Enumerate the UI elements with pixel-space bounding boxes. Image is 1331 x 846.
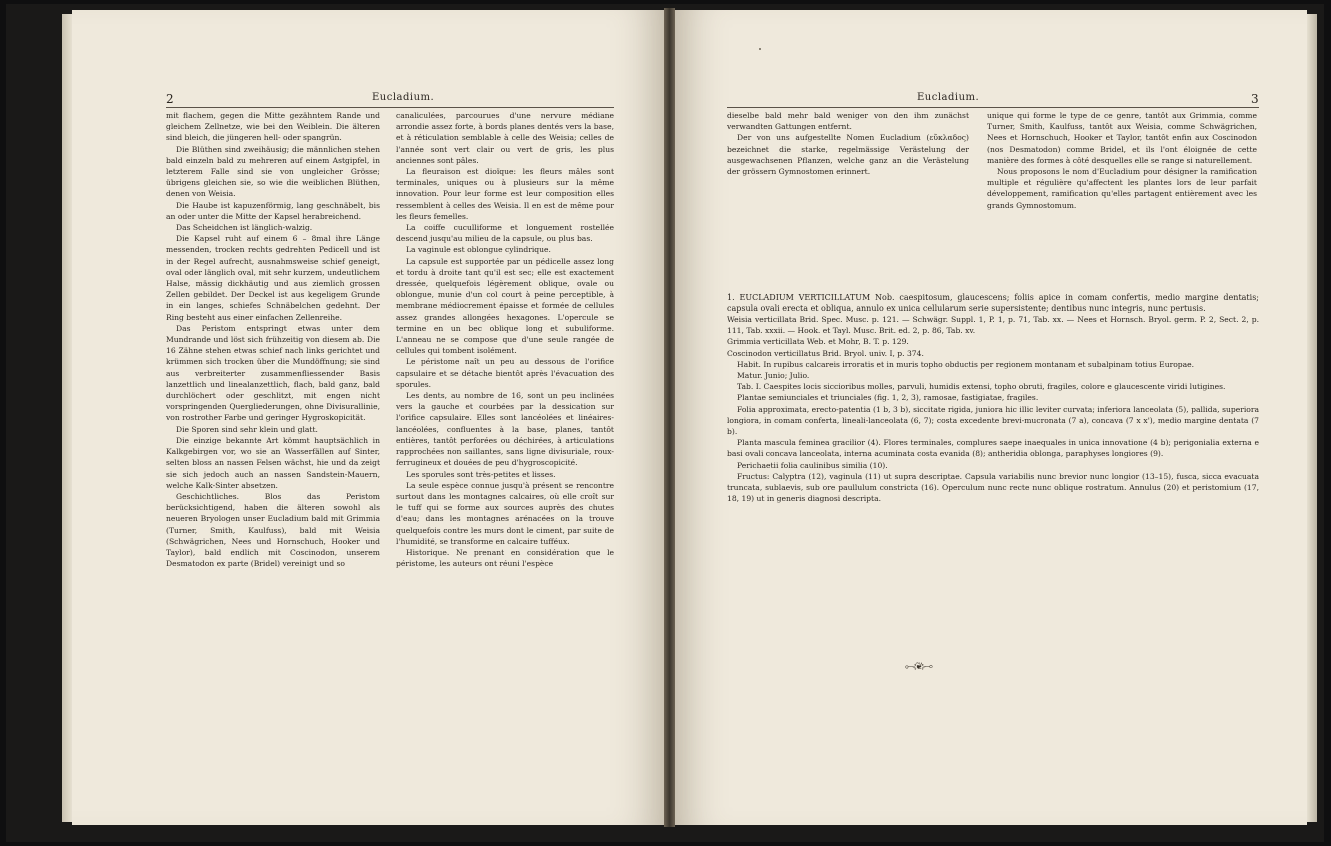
page-number: 3	[1251, 92, 1259, 106]
paragraph: La vaginule est oblongue cylindrique.	[406, 245, 551, 255]
paragraph: Das Scheidchen ist länglich-walzig.	[176, 223, 313, 233]
paragraph: La fleuraison est dioïque: les fleurs mâles sont terminales, uniques ou à plusieurs sur la même innovation. Pour leur forme est leur composition elles ressemblent à celles des Weisia. Il en est de même pour les fleurs femelles.	[396, 167, 614, 221]
paragraph: Les dents, au nombre de 16, sont un peu inclinées vers la gauche et courbées par la dessication sur l'orifice capsulaire. Elles sont lancéolées et linéaires-lancéolées, confluentes à la base, planes, tantôt entières, tantôt perforées ou déchirées, à articulations rapprochées non saillantes, sans ligne divisuriale, roux-ferrugineux et douées de peu d'hygroscopicité.	[396, 391, 614, 468]
paragraph: Historique. Ne prenant en considération que le péristome, les auteurs ont réuni l'espèce	[396, 547, 614, 569]
habitat: Habit. In rupibus calcareis irroratis et in muris topho obductis per regionem montanam et subalpinam totius Europae.	[737, 359, 1195, 369]
maturity: Matur. Junio; Julio.	[737, 371, 810, 381]
paragraph: mit flachem, gegen die Mitte gezähntem Rande und gleichem Zellnetze, wie bei den Weiblein. Die älteren sind bleich, die jüngeren hell- oder spangrün.	[166, 111, 380, 143]
description: Folia approximata, erecto-patentia (1 b, 3 b), siccitate rigida, juniora hic illic leviter curvata; inferiora lanceolata (5), pallida, superiora longiora, in comam conferta, lineali-lanceolata (6, 7); costa excedente brevi-mucronata (7 a), concava (7 x x'), medio margine dentata (7 b).	[727, 404, 1259, 437]
header-rule	[727, 107, 1259, 108]
description: Fructus: Calyptra (12), vaginula (11) ut supra descriptae. Capsula variabilis nunc brevior nunc longior (13–15), fusca, sicca evacuata truncata, sublaevis, sub ore paullulum constricta (16). Operculum nunc recte nunc oblique rostratum. Annulus (20) et peristomium (17, 18, 19) ut in generis diagnosi descripta.	[727, 471, 1259, 504]
paragraph: canaliculées, parcourues d'une nervure médiane arrondie assez forte, à bords planes dentés vers la base, et à réticulation semblable à celle des Weisia; celles de l'année sont vert clair ou vert de gris, les plus anciennes sont pâles.	[396, 111, 614, 165]
paragraph: Le péristome naît un peu au dessous de l'orifice capsulaire et se détache bientôt après l'évacuation des sporules.	[396, 357, 614, 389]
paragraph: Die Haube ist kapuzenförmig, lang geschnäbelt, bis an oder unter die Mitte der Kapsel herabreichend.	[166, 200, 380, 221]
paragraph: unique qui forme le type de ce genre, tantôt aux Grimmia, comme Turner, Smith, Kaulfuss, tantôt aux Weisia, comme Schwägrichen, Nees et Hornschuch, Hooker et Taylor, tantôt enfin aux Coscinodon (nos Desmatodon) comme Bridel, et ils l'ont éloignée de cette manière des formes à côté desquelles elle se range si naturellement.	[987, 111, 1257, 165]
paragraph: Der von uns aufgestellte Nomen Eucladium (εὔκλαδος) bezeichnet die starke, regelmässige Verästelung der ausgewachsenen Pflanzen, welche ganz an die Verästelung der grössern Gymnostomen erinnert.	[727, 133, 969, 177]
description: Plantae semiunciales et triunciales (fig. 1, 2, 3), ramosae, fastigiatae, fragiles.	[737, 393, 1039, 403]
german-column	[166, 110, 380, 569]
synonym: Weisia verticillata Brid. Spec. Musc. p. 121. — Schwägr. Suppl. 1, P. 1, p. 71, Tab. xx. — Nees et Hornsch. Bryol. germ. P. 2, Sect. 2, p. 111, Tab. xxxii. — Hook. et Tayl. Musc. Brit. ed. 2, p. 86, Tab. xv.	[727, 315, 1259, 336]
left-page	[72, 10, 664, 825]
running-head: Eucladium.	[917, 92, 980, 103]
paragraph: dieselbe bald mehr bald weniger von den ihm zunächst verwandten Gattungen entfernt.	[727, 111, 969, 132]
paper-speck	[759, 48, 761, 50]
synonym: Grimmia verticillata Web. et Mohr, B. T. p. 129.	[727, 337, 909, 347]
paragraph: La coiffe cuculliforme et longuement rostellée descend jusqu'au milieu de la capsule, ou plus bas.	[396, 223, 614, 244]
paragraph: Die einzige bekannte Art kömmt hauptsächlich in Kalkgebirgen vor, wo sie an Wasserfällen auf Sinter, selten bloss an nassen Felsen wächst, hie und da zeigt sie sich jedoch auch an nassen Sandstein-Mauern, welche Kalk-Sinter absetzen.	[166, 435, 380, 490]
french-column	[987, 110, 1257, 211]
description: Planta mascula feminea gracilior (4). Flores terminales, complures saepe inaequales in unica innovatione (4 b); perigonialia externa e basi ovali concava lanceolata, interna acuminata costa evanida (8); antheridia oblonga, paraphyses longiores (9).	[727, 438, 1259, 459]
page-number: 2	[166, 92, 174, 106]
species-heading: 1. EUCLADIUM VERTICILLATUM Nob. caespitosum, glaucescens; foliis apice in comam confertis, medio margine dentatis; capsula ovali erecta et obliqua, annulo ex unica cellularum serie supersistente; dentibus nunc integris, nunc pertusis.	[727, 293, 1259, 313]
french-column	[396, 110, 614, 569]
paragraph: Das Peristom entspringt etwas unter dem Mundrande und löst sich frühzeitig von diesem ab. Die 16 Zähne stehen etwas schief nach links gerichtet und krümmen sich trocken über die Mundöffnung; sie sind aus verbreiterter zusammenfliessender Basis lanzettlich und linealanzettlich, flach, bald ganz, bald durchlöchert oder geschlitzt, mit engen nicht vorspringenden Quergliederungen, ohne Divisurallinie, von rostrother Farbe und geringer Hygroskopicität.	[166, 323, 380, 423]
page-edge-right	[1307, 14, 1317, 822]
paragraph: Die Sporen sind sehr klein und glatt.	[176, 424, 318, 434]
paragraph: La capsule est supportée par un pédicelle assez long et tordu à droite tant qu'il est sec; elle est exactement dressée, quelquefois légèrement oblique, ovale ou oblongue, munie d'un col court à peine perceptible, à membrane médiocrement épaisse et formée de cellules assez grandes allongées hexagones. L'opercule se termine en un bec oblique long et subuliforme. L'anneau ne se compose que d'une seule rangée de cellules qui tombent isolément.	[396, 256, 614, 356]
paragraph: Nous proposons le nom d'Eucladium pour désigner la ramification multiple et régulière qu'affectent les plantes lors de leur parfait développement, ramification qu'elles partagent entièrement avec les grands Gymnostomum.	[987, 167, 1257, 210]
description: Perichaetii folia caulinibus similia (10).	[737, 460, 888, 470]
end-ornament: ⟜⊰❦⊱⊸	[905, 662, 932, 672]
paragraph: Geschichtliches. Blos das Peristom berücksichtigend, haben die älteren sowohl als neueren Bryologen unser Eucladium bald mit Grimmia (Turner, Smith, Kaulfuss), bald mit Weisia (Schwägrichen, Nees und Hornschuch, Hooker und Taylor), bald endlich mit Coscinodon, unserem Desmatodon ex parte (Bridel) vereinigt und so	[166, 491, 380, 569]
paragraph: Die Kapsel ruht auf einem 6 – 8mal ihre Länge messenden, trocken rechts gedrehten Pedicell und ist in der Regel aufrecht, ausnahmsweise schief geneigt, oval oder länglich oval, mit sehr kurzem, undeutlichem Halse, mässig dickhäutig und aus ziemlich grossen Zellen gebildet. Der Deckel ist aus kegeligem Grunde in ein langes, schiefes Schnäbelchen gedehnt. Der Ring besteht aus einer einfachen Zellenreihe.	[166, 234, 380, 322]
german-column	[727, 110, 969, 177]
book-gutter	[664, 8, 675, 827]
running-head: Eucladium.	[372, 92, 435, 103]
synonym: Coscinodon verticillatus Brid. Bryol. univ. I, p. 374.	[727, 348, 924, 358]
paragraph: La seule espèce connue jusqu'à présent se rencontre surtout dans les montagnes calcaires, où elle croît sur le tuff qui se forme aux sources auprès des chutes d'eau; dans les montagnes arénacées on la trouve quelquefois contre les murs dont le ciment, par suite de l'humidité, se transforme en calcaire tufféux.	[396, 480, 614, 546]
paragraph: Les sporules sont très-petites et lisses.	[406, 469, 556, 479]
page-edge-left	[62, 14, 72, 822]
species-description	[727, 292, 1259, 504]
paragraph: Die Blüthen sind zweihäusig; die männlichen stehen bald einzeln bald zu mehreren auf einem Astgipfel, in letzterem Falle sind sie von ungleicher Grösse; übrigens gleichen sie, so wie die weiblichen Blüthen, denen von Weisia.	[166, 144, 380, 199]
right-page	[675, 10, 1307, 825]
header-rule	[166, 107, 614, 108]
description: Tab. I. Caespites locis siccioribus molles, parvuli, humidis extensi, topho obruti, fragiles, colore e glaucescente viridi lutigines.	[737, 382, 1226, 392]
